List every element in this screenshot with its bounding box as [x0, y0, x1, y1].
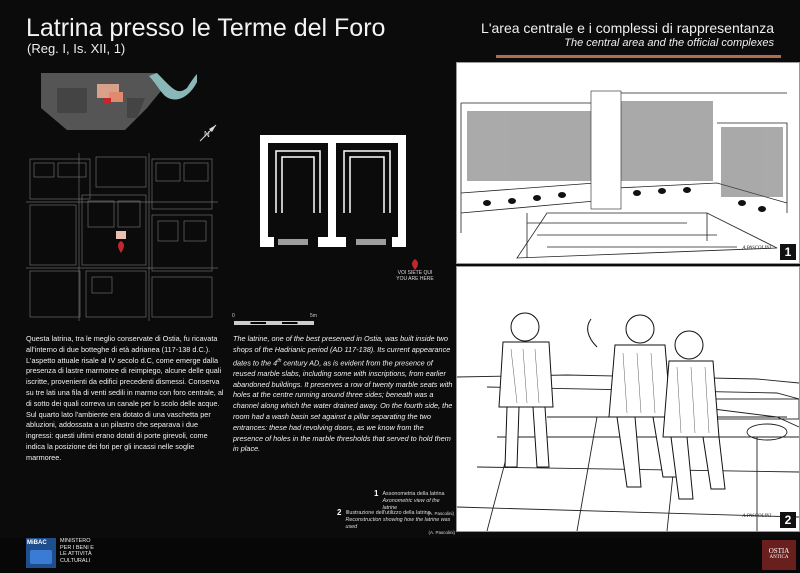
section-title-it: L'area centrale e i complessi di rappresentanza [481, 20, 774, 36]
description-english-superscript: th [277, 357, 282, 364]
ministry-line-3: LE ATTIVITÀ [60, 551, 92, 557]
you-are-here-it: VOI SIETE QUI [397, 270, 433, 276]
you-are-here-marker [392, 258, 438, 288]
site-location-map-graphic [37, 68, 197, 138]
caption-2-author: (A. Pascolini) [428, 530, 455, 536]
ostia-logo-line-1: OSTIA [768, 547, 790, 555]
location-pin-icon [410, 258, 420, 270]
description-italian: Questa latrina, tra le meglio conservate di Ostia, fu ricavata all'interno di due botteghe di età adrianea (117-138 d.C.). L'aspetto attuale risale al IV secolo d.C, come emerge dalla presenza di lastre marmoree di reimpiego, alcune delle quali iscritte, provenienti da edifici precedenti dismessi. Conserva su tre lati una fila di venti sedili in marmo con foro centrale, al di sotto dei quali correva un canale per lo scolo delle acque. Sul quarto lato l'ambiente era dotato di una vaschetta per abluzioni, addossata a un pilastro che separava i due ingressi: questi ultimi erano dotati di porte girevoli, come indica la posizione dei fori per gli incassi nelle soglie marmoree. [26, 334, 224, 462]
ministry-logo [26, 538, 136, 572]
section-title-en: The central area and the official complexes [564, 37, 774, 49]
italy-map-icon [30, 550, 52, 564]
caption-1-author: (A. Pascolini) [427, 511, 454, 517]
description-english-part2: century AD, as is evident from the presence of reused marble slabs, including some with inscriptions, from earlier abandoned buildings. It preserves a row of twenty marble seats with holes at the centre running around three sides; beneath was a channel along which the water drained away. On the fourth side, the room had a wash basin set against a pillar separating the two entrances: these had revolving doors, as we know from the presence of holes in the marble thresholds that served to hold them in place. [233, 358, 453, 454]
compass-icon [196, 121, 220, 145]
scale-bar [232, 313, 332, 327]
figure-1-number: 1 [780, 244, 796, 260]
ministry-line-4: CULTURALI [60, 557, 91, 564]
description-english [233, 334, 453, 455]
figure-2-number: 2 [780, 512, 796, 528]
caption-1-number: 1 [374, 489, 379, 498]
figure-2-drawing [457, 267, 799, 531]
ministry-logo-abbr: MiBAC [27, 540, 47, 546]
ministry-line-1: MINISTERO [60, 538, 91, 544]
caption-2-en: Reconstruction showing how the latrine was used [345, 516, 451, 530]
page-subtitle: (Reg. I, Is. XII, 1) [27, 41, 126, 56]
figure-1-drawing [457, 63, 799, 263]
figure-2-signature: A.PASCOLINI [742, 514, 771, 519]
caption-1-en: Axonometric view of the latrine [382, 497, 440, 511]
latrine-floor-plan [258, 133, 408, 251]
scale-start-label: 0 [232, 313, 235, 319]
caption-1-it: Assonometria della latrina [382, 491, 445, 497]
description-english-part1: The latrine, one of the best preserved in Ostia, was built inside two shops of the Hadrianic period (AD 117-138). Its current appearance dates to the 4 [233, 334, 451, 368]
figure-2-reconstruction [456, 266, 800, 532]
city-block-plan [26, 153, 218, 321]
caption-2-number: 2 [337, 508, 342, 517]
caption-2 [337, 510, 455, 537]
page-title: Latrina presso le Terme del Foro [26, 14, 386, 42]
figure-1-signature: A.PASCOLINI [742, 246, 771, 251]
you-are-here-en: YOU ARE HERE [396, 276, 434, 282]
latrine-floor-plan-graphic [258, 133, 408, 251]
site-location-map [37, 68, 197, 138]
accent-rule [496, 55, 781, 58]
ostia-antica-logo [762, 540, 796, 570]
ostia-logo-line-2: ANTICA [769, 555, 789, 560]
figure-1-axonometric [456, 62, 800, 264]
svg-text:N: N [204, 130, 210, 139]
scale-bar-graphic [234, 321, 314, 325]
ministry-logo-badge [26, 538, 56, 568]
city-block-plan-graphic [26, 153, 218, 321]
ministry-line-2: PER I BENI E [60, 544, 94, 551]
caption-2-it: Illustrazione dell'utilizzo della latrina [345, 510, 431, 516]
scale-end-label: 5m [310, 313, 317, 319]
